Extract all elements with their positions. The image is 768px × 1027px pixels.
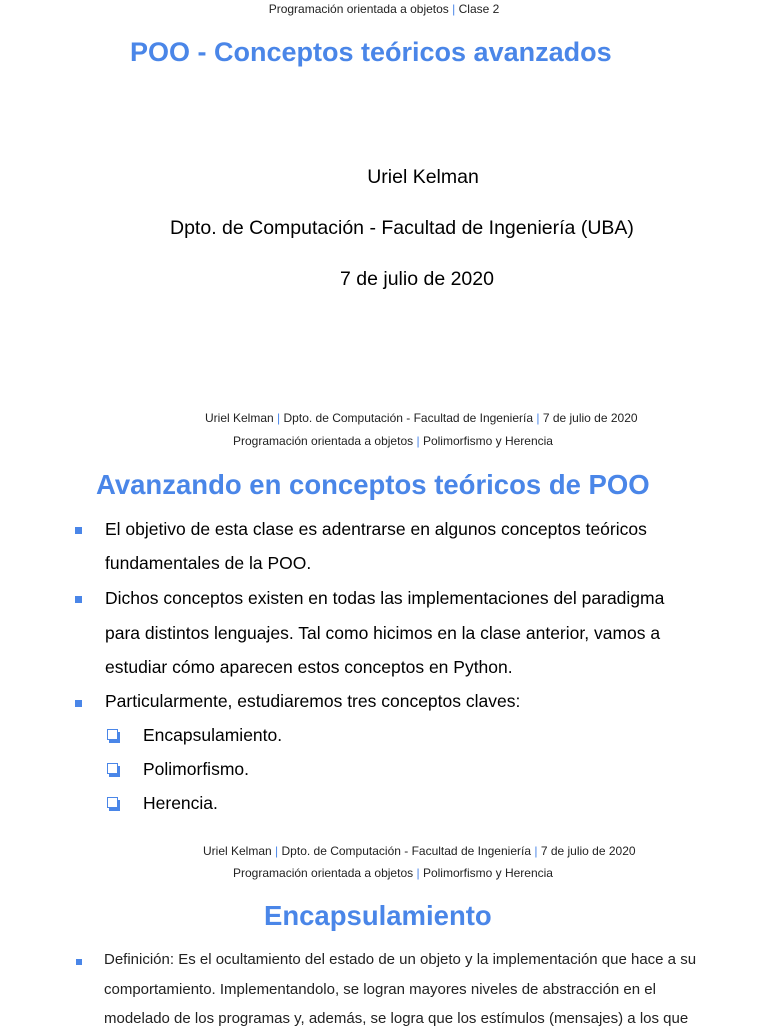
checkbox-bullet-icon: [107, 729, 121, 743]
slide2-bullet1-line1: El objetivo de esta clase es adentrarse en algunos conceptos teóricos: [105, 519, 647, 539]
footer1-line1: [205, 411, 638, 425]
slide2-subitem-polimorfismo: Polimorfismo.: [143, 759, 249, 779]
slide2-subitem-encapsulamiento: Encapsulamiento.: [143, 725, 283, 745]
header-separator: |: [452, 2, 456, 16]
slide2-bullet2-line3: estudiar cómo aparecen estos conceptos en Python.: [105, 657, 513, 677]
footer-course: Programación orientada a objetos: [233, 434, 414, 448]
slide3-line1: Definición: Es el ocultamiento del estado de un objeto y la implementación que hace a su: [104, 951, 697, 968]
checkbox-bullet-icon: [107, 797, 121, 811]
checkbox-bullet-icon: [107, 763, 121, 777]
footer-separator: |: [536, 411, 540, 425]
slide3-line2: comportamiento. Implementandolo, se logran mayores niveles de abstracción en el: [104, 981, 656, 998]
footer-topic: Polimorfismo y Herencia: [422, 434, 553, 448]
slide1-date: 7 de julio de 2020: [340, 268, 494, 290]
footer-separator: |: [277, 411, 281, 425]
footer-dept: Dpto. de Computación - Facultad de Ingeniería: [283, 411, 533, 425]
footer-separator: |: [416, 866, 420, 880]
footer-separator: |: [416, 434, 420, 448]
bullet-square-icon: [75, 527, 82, 534]
footer-separator: |: [275, 844, 279, 858]
header-class: Clase 2: [458, 2, 500, 16]
slide3-line3: modelado de los programas y, además, se logra que los estímulos (mensajes) a los que: [104, 1010, 689, 1027]
footer-dept: Dpto. de Computación - Facultad de Ingeniería: [281, 844, 531, 858]
footer2-line2: [233, 866, 553, 880]
bullet-square-icon: [75, 596, 82, 603]
header-course: Programación orientada a objetos: [268, 2, 449, 16]
slide2-bullet3-line1: Particularmente, estudiaremos tres conceptos claves:: [105, 691, 521, 711]
slide2-subitem-herencia: Herencia.: [143, 793, 218, 813]
slide1-department: Dpto. de Computación - Facultad de Ingeniería (UBA): [170, 217, 634, 239]
slide2-title: Avanzando en conceptos teóricos de POO: [96, 469, 650, 500]
footer-date: 7 de julio de 2020: [540, 844, 636, 858]
footer-author: Uriel Kelman: [203, 844, 272, 858]
footer2-line1: [203, 844, 636, 858]
slide1-header: [0, 2, 768, 16]
footer-date: 7 de julio de 2020: [542, 411, 638, 425]
bullet-square-icon: [75, 700, 82, 707]
footer-author: Uriel Kelman: [205, 411, 274, 425]
slide2-bullet2-line2: para distintos lenguajes. Tal como hicimos en la clase anterior, vamos a: [105, 623, 661, 643]
footer-separator: |: [534, 844, 538, 858]
footer-topic: Polimorfismo y Herencia: [422, 866, 553, 880]
footer-course: Programación orientada a objetos: [233, 866, 414, 880]
slide2-bullet2-line1: Dichos conceptos existen en todas las implementaciones del paradigma: [105, 588, 665, 608]
bullet-square-icon: [76, 959, 82, 965]
slide1-title: POO - Conceptos teóricos avanzados: [130, 37, 612, 67]
footer1-line2: [233, 434, 553, 448]
slide1-author: Uriel Kelman: [367, 166, 479, 188]
slide2-bullet1-line2: fundamentales de la POO.: [105, 553, 312, 573]
slide3-title: Encapsulamiento: [264, 900, 492, 931]
